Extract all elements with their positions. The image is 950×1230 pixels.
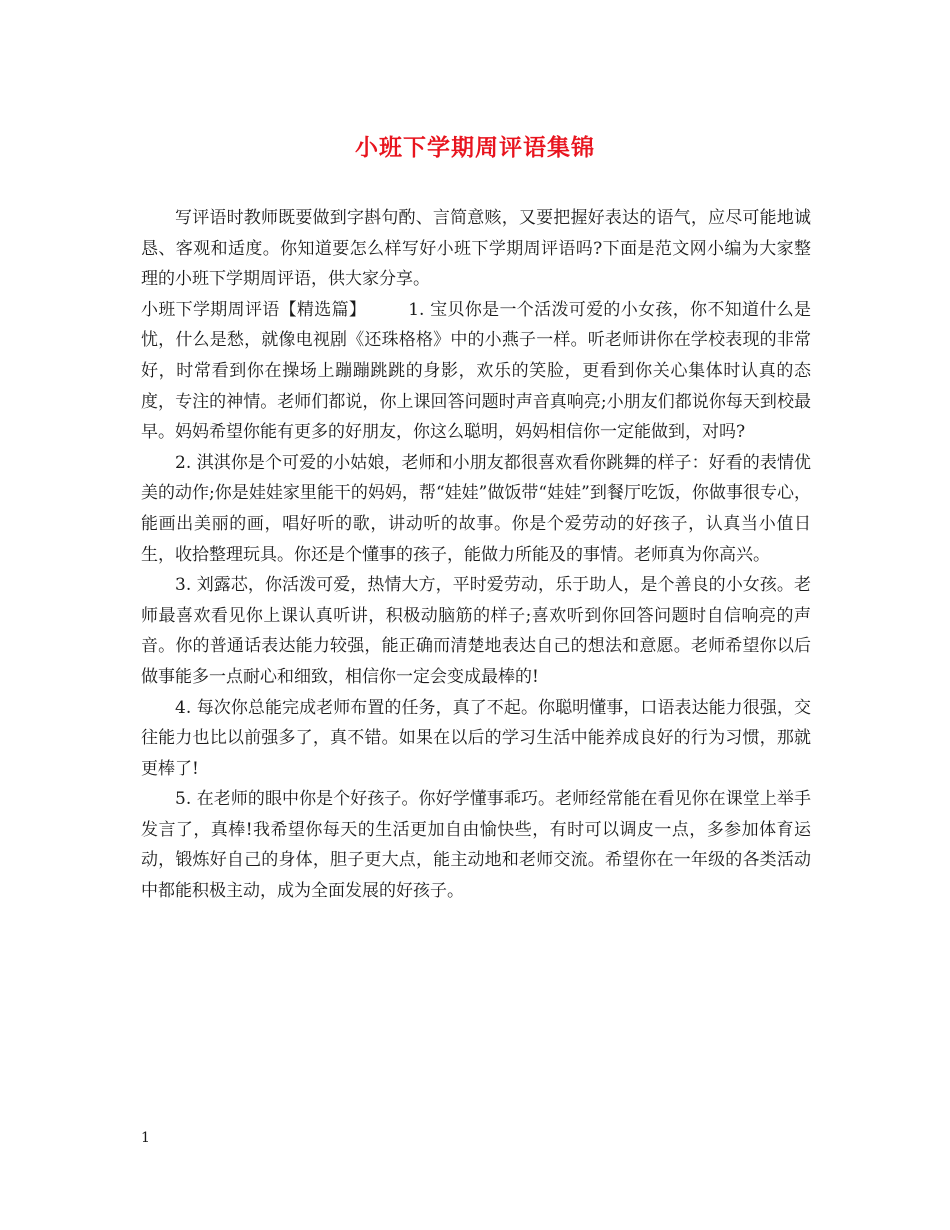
- list-item-2: 2. 淇淇你是个可爱的小姑娘，老师和小朋友都很喜欢看你跳舞的样子：好看的表情优美的动作;你是娃娃家里能干的妈妈，帮“娃娃”做饭带“娃娃”到餐厅吃饭，你做事很专心，能画出美丽的画，唱好听的歌，讲动听的故事。你是个爱劳动的好孩子，认真当小值日生，收拾整理玩具。你还是个懂事的孩子，能做力所能及的事情。老师真为你高兴。: [141, 452, 811, 565]
- page-number: 1: [141, 1130, 150, 1146]
- list-item-1: 1. 宝贝你是一个活泼可爱的小女孩，你不知道什么是忧，什么是愁，就像电视剧《还珠格格》中的小燕子一样。听老师讲你在学校表现的非常好，时常看到你在操场上蹦蹦跳跳的身影，欢乐的笑脸，更看到你关心集体时认真的态度，专注的神情。老师们都说，你上课回答问题时声音真响亮;小朋友们都说你每天到校最早。妈妈希望你能有更多的好朋友，你这么聪明，妈妈相信你一定能做到，对吗?: [141, 299, 812, 443]
- intro-paragraph: 写评语时教师既要做到字斟句酌、言简意赅，又要把握好表达的语气，应尽可能地诚恳、客观和适度。你知道要怎么样写好小班下学期周评语吗?下面是范文网小编为大家整理的小班下学期周评语，供大家分享。: [141, 208, 811, 290]
- document-title: 小班下学期周评语集锦: [355, 134, 595, 161]
- list-item-5: 5. 在老师的眼中你是个好孩子。你好学懂事乖巧。老师经常能在看见你在课堂上举手发言了，真棒!我希望你每天的生活更加自由愉快些，有时可以调皮一点，多参加体育运动，锻炼好自己的身体，胆子更大点，能主动地和老师交流。希望你在一年级的各类活动中都能积极主动，成为全面发展的好孩子。: [141, 789, 811, 902]
- section-paragraph-1: [141, 295, 811, 448]
- section-heading: 小班下学期周评语【精选篇】: [141, 299, 367, 320]
- list-item-3: 3. 刘露芯，你活泼可爱，热情大方，平时爱劳动，乐于助人，是个善良的小女孩。老师最喜欢看见你上课认真听讲，积极动脑筋的样子;喜欢听到你回答问题时自信响亮的声音。你的普通话表达能力较强，能正确而清楚地表达自己的想法和意愿。老师希望你以后做事能多一点耐心和细致，相信你一定会变成最棒的!: [141, 575, 811, 687]
- document-body: [141, 203, 811, 907]
- list-item-4: 4. 每次你总能完成老师布置的任务，真了不起。你聪明懂事，口语表达能力很强，交往能力也比以前强多了，真不错。如果在以后的学习生活中能养成良好的行为习惯，那就更棒了!: [141, 697, 811, 779]
